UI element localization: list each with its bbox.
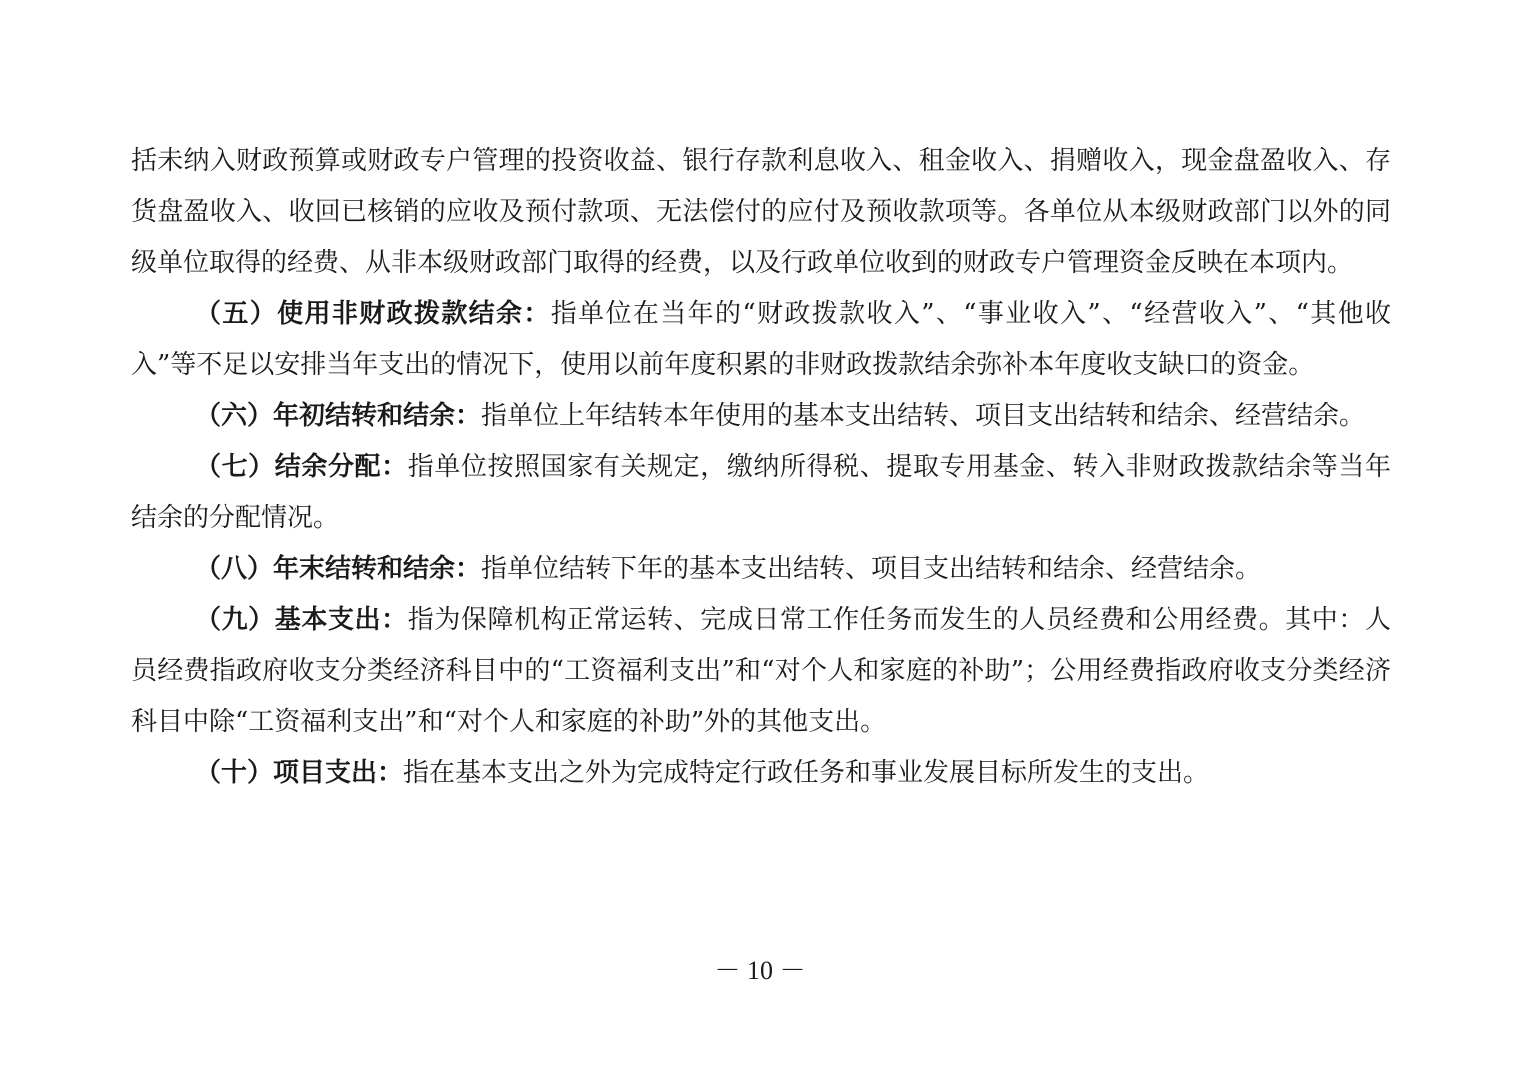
paragraph-item-10 bbox=[131, 748, 1391, 799]
paragraph-term: （八）年末结转和结余： bbox=[195, 554, 482, 584]
paragraph-item-8 bbox=[131, 544, 1391, 595]
paragraph-term: （七）结余分配： bbox=[195, 452, 408, 482]
paragraph-item-7 bbox=[131, 442, 1391, 544]
paragraph-continuation bbox=[131, 136, 1391, 289]
paragraph-item-9 bbox=[131, 595, 1391, 748]
paragraph-text: 指单位结转下年的基本支出结转、项目支出结转和结余、经营结余。 bbox=[481, 554, 1262, 584]
paragraph-term: （九）基本支出： bbox=[195, 605, 408, 635]
paragraph-term: （五）使用非财政拨款结余： bbox=[195, 299, 551, 329]
paragraph-term: （六）年初结转和结余： bbox=[195, 401, 482, 431]
document-body bbox=[131, 136, 1391, 799]
paragraph-text: 括未纳入财政预算或财政专户管理的投资收益、银行存款利息收入、租金收入、捐赠收入，现金盘盈收入、存货盘盈收入、收回已核销的应收及预付款项、无法偿付的应付及预收款项等。各单位从本级财政部门以外的同级单位取得的经费、从非本级财政部门取得的经费，以及行政单位收到的财政专户管理资金反映在本项内。 bbox=[131, 146, 1391, 278]
paragraph-text: 指单位按照国家有关规定，缴纳所得税、提取专用基金、转入非财政拨款结余等当年结余的分配情况。 bbox=[131, 452, 1391, 533]
paragraph-text: 指单位在当年的“财政拨款收入”、“事业收入”、“经营收入”、“其他收入”等不足以安排当年支出的情况下，使用以前年度积累的非财政拨款结余弥补本年度收支缺口的资金。 bbox=[131, 299, 1391, 380]
paragraph-item-5 bbox=[131, 289, 1391, 391]
paragraph-term: （十）项目支出： bbox=[195, 758, 404, 788]
paragraph-text: 指单位上年结转本年使用的基本支出结转、项目支出结转和结余、经营结余。 bbox=[481, 401, 1366, 431]
paragraph-text: 指为保障机构正常运转、完成日常工作任务而发生的人员经费和公用经费。其中：人员经费指政府收支分类经济科目中的“工资福利支出”和“对个人和家庭的补助”；公用经费指政府收支分类经济科目中除“工资福利支出”和“对个人和家庭的补助”外的其他支出。 bbox=[131, 605, 1391, 737]
paragraph-text: 指在基本支出之外为完成特定行政任务和事业发展目标所发生的支出。 bbox=[403, 758, 1210, 788]
page-number: － 10 － bbox=[714, 956, 806, 985]
paragraph-item-6 bbox=[131, 391, 1391, 442]
